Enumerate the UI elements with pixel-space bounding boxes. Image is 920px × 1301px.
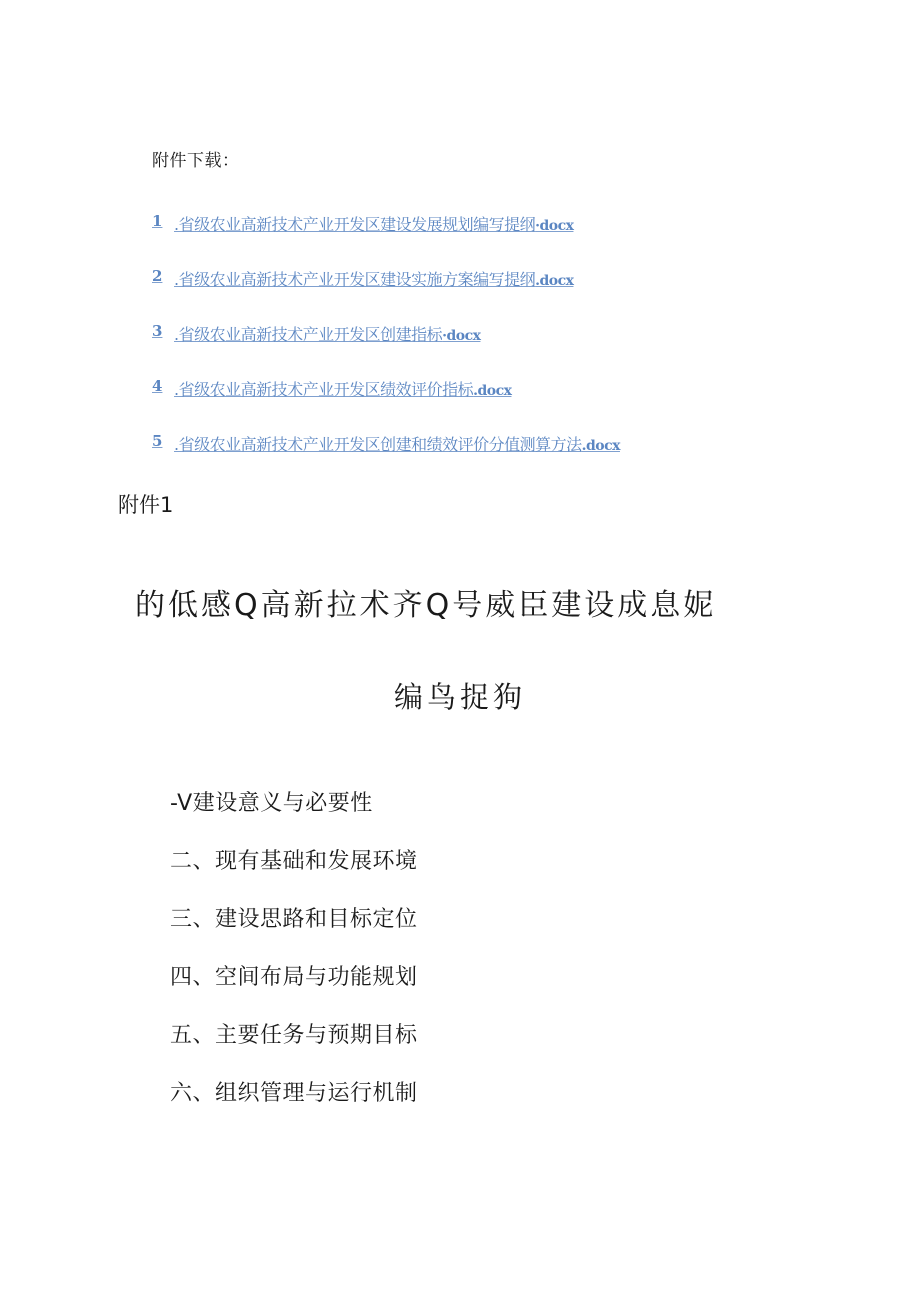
document-subtitle: 编鸟捉狗 xyxy=(393,680,526,714)
attachment-number: 2 xyxy=(152,267,163,285)
attachment-list xyxy=(152,212,620,487)
attachment-ext: ·docx xyxy=(535,218,574,234)
attachment-name: .省级农业高新技术产业开发区建设实施方案编写提纲 xyxy=(174,270,536,289)
attachment-link-1[interactable] xyxy=(174,212,573,235)
attachment-link-4[interactable] xyxy=(174,377,511,400)
outline-item: 三、建设思路和目标定位 xyxy=(170,907,418,932)
attachment-item xyxy=(152,267,620,322)
attachment-item xyxy=(152,322,620,377)
attachment-number: 4 xyxy=(152,377,163,395)
downloads-heading: 附件下载： xyxy=(152,151,240,171)
attachment-number: 3 xyxy=(152,322,163,340)
attachment-item xyxy=(152,432,620,487)
outline-list xyxy=(170,786,418,1134)
attachment-ext: .docx xyxy=(473,383,512,399)
attachment-link-5[interactable] xyxy=(174,432,620,455)
attachment-name: .省级农业高新技术产业开发区创建指标 xyxy=(174,325,443,344)
attachment-item xyxy=(152,212,620,267)
attachment-ext: .docx xyxy=(581,438,620,454)
annex-label: 附件1 xyxy=(118,493,174,517)
attachment-number: 1 xyxy=(152,212,163,230)
outline-item: 五、主要任务与预期目标 xyxy=(170,1023,418,1048)
attachment-link-2[interactable] xyxy=(174,267,573,290)
outline-item: 六、组织管理与运行机制 xyxy=(170,1081,418,1106)
attachment-name: .省级农业高新技术产业开发区建设发展规划编写提纲 xyxy=(174,215,536,234)
outline-item: -V建设意义与必要性 xyxy=(170,791,373,816)
outline-item: 四、空间布局与功能规划 xyxy=(170,965,418,990)
attachment-link-3[interactable] xyxy=(174,322,480,345)
attachment-name: .省级农业高新技术产业开发区创建和绩效评价分值测算方法 xyxy=(174,435,582,454)
attachment-number: 5 xyxy=(152,432,163,450)
document-title: 的低感Q高新拉术齐Q号威臣建设成息妮 xyxy=(135,588,717,623)
attachment-item xyxy=(152,377,620,432)
attachment-ext: ·docx xyxy=(442,328,481,344)
attachment-ext: .docx xyxy=(535,273,574,289)
attachment-name: .省级农业高新技术产业开发区绩效评价指标 xyxy=(174,380,474,399)
outline-item: 二、现有基础和发展环境 xyxy=(170,849,418,874)
